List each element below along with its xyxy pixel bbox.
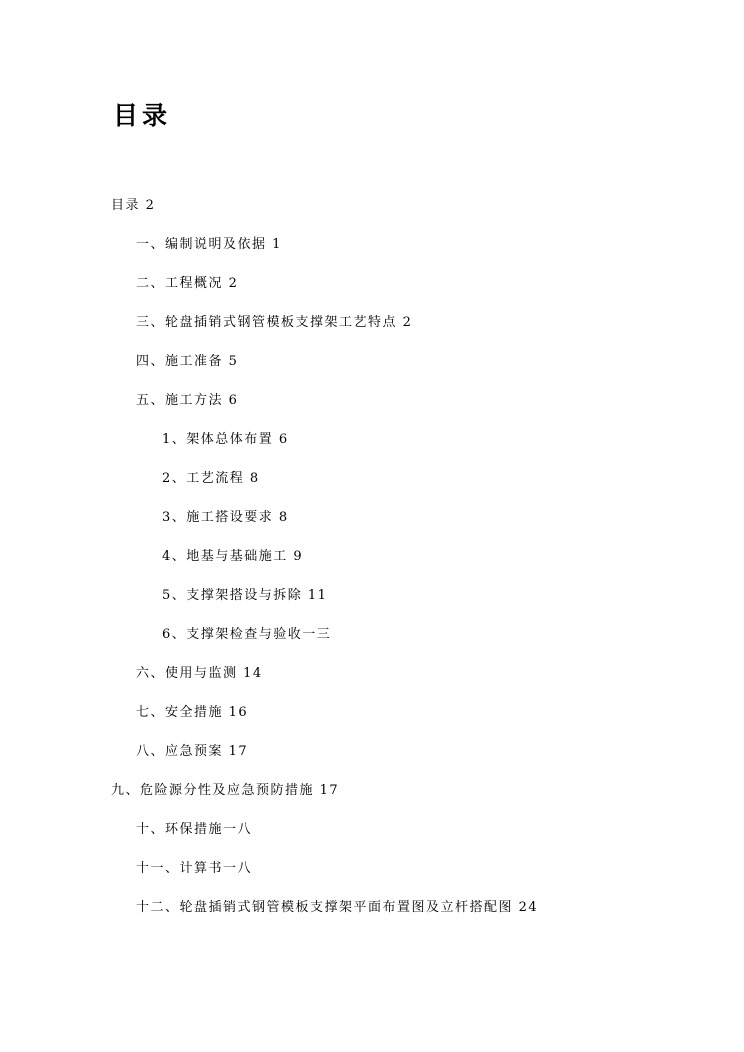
toc-entry-section-9[interactable]: 九、危险源分性及应急预防措施 17 xyxy=(111,783,340,798)
toc-entry-subsection-5-3[interactable]: 3、施工搭设要求 8 xyxy=(162,510,289,525)
page-title: 目录 xyxy=(113,101,172,130)
toc-entry-subsection-5-1[interactable]: 1、架体总体布置 6 xyxy=(162,432,289,447)
toc-entry-subsection-5-4[interactable]: 4、地基与基础施工 9 xyxy=(162,549,304,564)
toc-entry-section-2[interactable]: 二、工程概况 2 xyxy=(136,276,239,291)
toc-entry-subsection-5-2[interactable]: 2、工艺流程 8 xyxy=(162,471,260,486)
toc-entry-section-7[interactable]: 七、安全措施 16 xyxy=(136,705,249,720)
toc-entry-section-6[interactable]: 六、使用与监测 14 xyxy=(136,666,263,681)
toc-entry-section-10[interactable]: 十、环保措施一八 xyxy=(136,822,253,837)
toc-entry-section-5[interactable]: 五、施工方法 6 xyxy=(136,393,239,408)
toc-entry-section-12[interactable]: 十二、轮盘插销式钢管模板支撑架平面布置图及立杆搭配图 24 xyxy=(136,900,539,915)
toc-entry-section-11[interactable]: 十一、计算书一八 xyxy=(136,861,253,876)
toc-entry-subsection-5-5[interactable]: 5、支撑架搭设与拆除 11 xyxy=(162,588,328,603)
toc-entry-section-4[interactable]: 四、施工准备 5 xyxy=(136,354,239,369)
toc-entry-subsection-5-6[interactable]: 6、支撑架检查与验收一三 xyxy=(162,627,332,642)
toc-entry-section-8[interactable]: 八、应急预案 17 xyxy=(136,744,249,759)
toc-entry-contents[interactable]: 目录 2 xyxy=(111,198,156,213)
toc-entry-section-1[interactable]: 一、编制说明及依据 1 xyxy=(136,237,282,252)
toc-entry-section-3[interactable]: 三、轮盘插销式钢管模板支撑架工艺特点 2 xyxy=(136,315,413,330)
